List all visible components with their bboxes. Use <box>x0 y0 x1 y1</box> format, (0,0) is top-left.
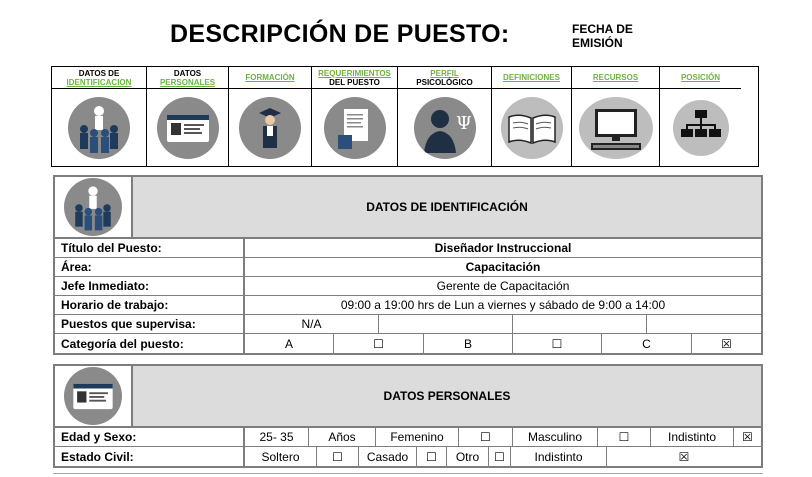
masculino-label: Masculino <box>513 428 598 446</box>
document-hand-icon <box>324 97 386 159</box>
org-chart-icon <box>673 100 729 156</box>
indistinto-label: Indistinto <box>651 428 734 446</box>
tab-datos-identificacion[interactable] <box>52 67 147 166</box>
indistinto-civil-checkbox[interactable]: ☒ <box>678 449 690 464</box>
table-row <box>55 239 761 258</box>
tab-label-line1[interactable]: RECURSOS <box>592 73 639 82</box>
titulo-puesto-value: Diseñador Instruccional <box>434 241 572 255</box>
tab-perfil-psicologico[interactable] <box>398 67 492 166</box>
id-card-icon <box>64 367 122 425</box>
soltero-label: Soltero <box>245 447 317 466</box>
bottom-divider <box>53 473 763 474</box>
tab-formacion[interactable] <box>229 67 312 166</box>
table-row <box>55 334 761 353</box>
categoria-b-checkbox[interactable]: ☐ <box>513 334 602 353</box>
fecha-line1: FECHA DE <box>572 22 633 36</box>
field-label: Título del Puesto: <box>55 239 245 257</box>
tab-label-line1[interactable]: DEFINICIONES <box>503 73 560 82</box>
table-row <box>55 428 761 447</box>
casado-checkbox[interactable]: ☐ <box>417 447 447 466</box>
supervisa-value: N/A <box>245 315 379 333</box>
identificacion-section <box>53 175 763 355</box>
otro-label: Otro <box>447 447 489 466</box>
tab-datos-personales[interactable] <box>147 67 229 166</box>
field-label: Jefe Inmediato: <box>55 277 245 295</box>
book-icon <box>501 97 563 159</box>
group-hand-icon <box>68 97 130 159</box>
tab-label-line1: DATOS <box>173 68 202 78</box>
categoria-a-checkbox[interactable]: ☐ <box>334 334 424 353</box>
tab-label-line2: PSICOLÓGICO <box>416 77 473 87</box>
psychology-icon <box>414 97 476 159</box>
tab-label-line1[interactable]: REQUERIMIENTOS <box>318 68 391 78</box>
tab-recursos[interactable] <box>572 67 660 166</box>
field-label: Edad y Sexo: <box>55 428 245 446</box>
field-label: Puestos que supervisa: <box>55 315 245 333</box>
tab-posicion[interactable] <box>660 67 741 166</box>
table-row <box>55 315 761 334</box>
categoria-a-label: A <box>245 334 334 353</box>
otro-checkbox[interactable]: ☐ <box>489 447 511 466</box>
page-title: DESCRIPCIÓN DE PUESTO: <box>170 20 510 48</box>
section-nav <box>51 66 759 167</box>
tab-label-line1[interactable]: POSICIÓN <box>680 73 721 82</box>
graduate-icon <box>239 97 301 159</box>
tab-label-line1[interactable]: FORMACIÓN <box>245 73 295 82</box>
fecha-line2: EMISIÓN <box>572 36 623 50</box>
soltero-checkbox[interactable]: ☐ <box>317 447 359 466</box>
horario-value: 09:00 a 19:00 hrs de Lun a viernes y sábado de 9:00 a 14:00 <box>340 298 666 312</box>
categoria-c-label: C <box>602 334 692 353</box>
supervisa-cell <box>513 315 647 333</box>
categoria-c-checkbox[interactable]: ☒ <box>721 336 732 351</box>
indistinto-civil-label: Indistinto <box>511 447 607 466</box>
indistinto-checkbox[interactable]: ☒ <box>742 430 753 444</box>
femenino-checkbox[interactable]: ☐ <box>459 428 513 446</box>
field-label: Horario de trabajo: <box>55 296 245 314</box>
id-card-icon <box>157 97 219 159</box>
svg-text:Ψ: Ψ <box>455 112 472 134</box>
table-row <box>55 277 761 296</box>
area-value: Capacitación <box>465 260 541 274</box>
tab-requerimientos[interactable] <box>312 67 398 166</box>
group-hand-icon <box>64 178 122 236</box>
tab-label-line2: DEL PUESTO <box>329 77 380 87</box>
femenino-label: Femenino <box>376 428 459 446</box>
personales-section <box>53 364 763 468</box>
field-label: Área: <box>55 258 245 276</box>
masculino-checkbox[interactable]: ☐ <box>598 428 651 446</box>
categoria-b-label: B <box>424 334 513 353</box>
table-row <box>55 296 761 315</box>
field-label: Estado Civil: <box>55 447 245 466</box>
field-label: Categoría del puesto: <box>55 334 245 353</box>
table-row <box>55 447 761 466</box>
supervisa-cell <box>647 315 761 333</box>
tab-label-line1: DATOS DE <box>78 68 120 78</box>
fecha-emision <box>572 22 633 50</box>
casado-label: Casado <box>359 447 417 466</box>
table-row <box>55 258 761 277</box>
anos-label: Años <box>309 428 376 446</box>
section-title: DATOS DE IDENTIFICACIÓN <box>133 177 761 237</box>
jefe-value: Gerente de Capacitación <box>436 279 570 293</box>
edad-value: 25- 35 <box>245 428 309 446</box>
supervisa-cell <box>379 315 513 333</box>
tab-label-line1[interactable]: PERFIL <box>430 68 459 78</box>
tab-definiciones[interactable] <box>492 67 572 166</box>
section-title: DATOS PERSONALES <box>133 366 761 426</box>
tab-label-line2[interactable]: PERSONALES <box>159 77 216 87</box>
computer-icon <box>579 97 653 159</box>
tab-label-line2[interactable]: IDENTIFICACION <box>66 77 132 87</box>
